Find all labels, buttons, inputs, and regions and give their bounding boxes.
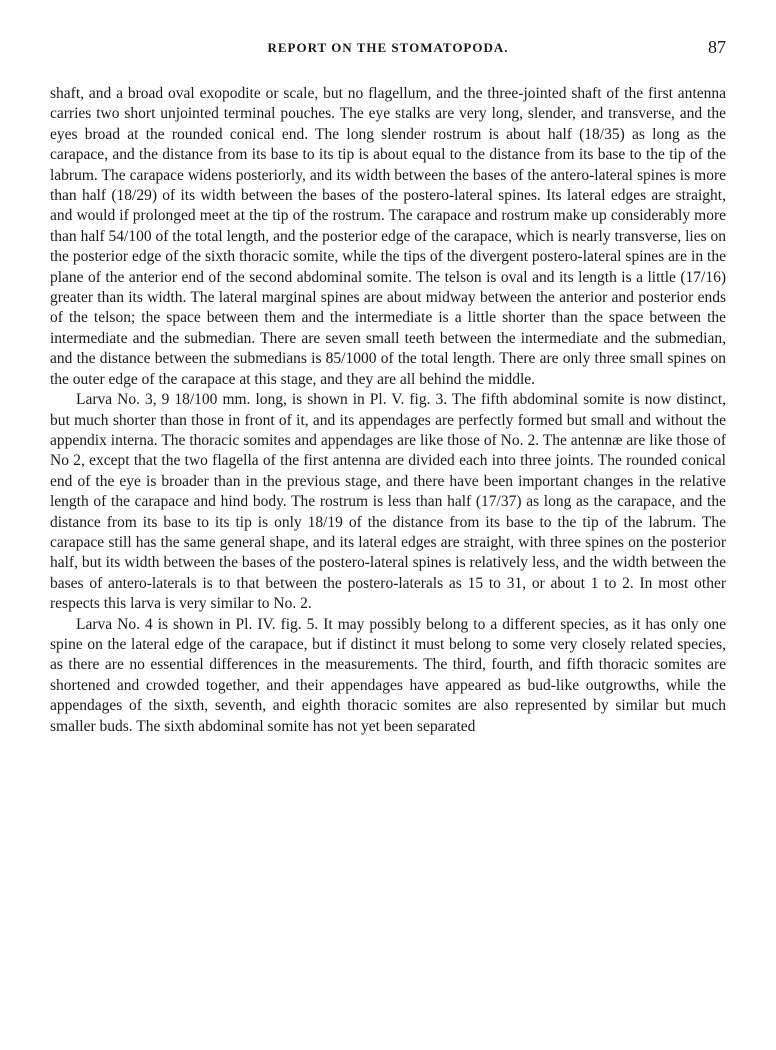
running-title: REPORT ON THE STOMATOPODA.: [267, 40, 509, 55]
paragraph-larva-4: Larva No. 4 is shown in Pl. IV. fig. 5. It may possibly belong to a different species, as it has only one spine on the lateral edge of the carapace, but if distinct it must belong to some very closely related species, as there are no essential differences in the measurements. The third, fourth, and fifth thoracic somites are shortened and crowded together, and their appendages have appeared as bud-like outgrowths, while the appendages of the sixth, seventh, and eighth thoracic somites are also represented by similar but much smaller buds. The sixth abdominal somite has not yet been separated: [50, 615, 726, 735]
running-head: [50, 37, 726, 64]
paragraph-continued: shaft, and a broad oval exopodite or scale, but no flagellum, and the three-jointed shaft of the first antenna carries two short unjointed terminal pouches. The eye stalks are very long, slender, and transverse, and the eyes broad at the rounded conical end. The long slender rostrum is about half (18/35) as long as the carapace, and the distance from its base to its tip is about equal to the distance from its base to the tip of the labrum. The carapace widens posteriorly, and its width between the bases of the antero-lateral spines is more than half (18/29) of its width between the bases of the postero-lateral spines. Its lateral edges are straight, and would if prolonged meet at the tip of the rostrum. The carapace and rostrum make up considerably more than half 54/100 of the total length, and the posterior edge of the carapace, which is nearly transverse, lies on the posterior edge of the sixth thoracic somite, while the tips of the divergent postero-lateral spines are in the plane of the anterior end of the second abdominal somite. The telson is oval and its length is a little (17/16) greater than its width. The lateral marginal spines are about midway between the anterior and posterior ends of the telson; the space between them and the intermediate is a little shorter than the space between the intermediate and the submedian. There are seven small teeth between the intermediate and the submedian, and the distance between the submedians is 85/1000 of the total length. There are only three small spines on the outer edge of the carapace at this stage, and they are all behind the middle.: [50, 85, 726, 388]
page-number: 87: [708, 37, 726, 57]
paragraph-larva-3: Larva No. 3, 9 18/100 mm. long, is shown in Pl. V. fig. 3. The fifth abdominal somite is now distinct, but much shorter than those in front of it, and its appendages are perfectly formed but small and without the appendix interna. The thoracic somites and appendages are like those of No. 2. The antennæ are like those of No 2, except that the two flagella of the first antenna are divided each into three joints. The rounded conical end of the eye is broader than in the previous stage, and there have been important changes in the relative length of the carapace and hind body. The rostrum is less than half (17/37) as long as the carapace, and the distance from its base to its tip is only 18/19 of the distance from its base to the tip of the labrum. The carapace still has the same general shape, and its lateral edges are straight, with three spines on the posterior half, but its width between the bases of the postero-lateral spines is relatively less, and the width between the bases of antero-laterals is to that between the postero-laterals as 15 to 31, or about 1 to 2. In most other respects this larva is very similar to No. 2.: [50, 391, 726, 613]
body-text: [50, 84, 726, 737]
